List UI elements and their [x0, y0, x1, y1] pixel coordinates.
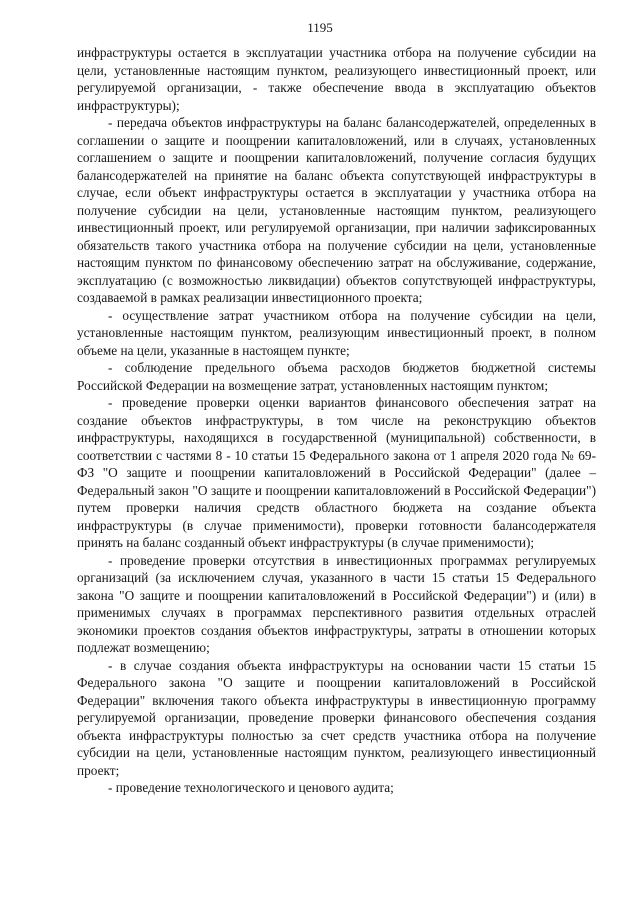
paragraph: - проведение проверки отсутствия в инвестиционных программах регулируемых организаций (за исключением случая, указанного в части 15 статьи 15 Федерального закона "О защите и поощрении капиталовложений в Российской Федерации") и (или) в применимых случаях в программах перспективного развития отдельных отраслей экономики проектов создания объектов инфраструктуры, затраты в отношении которых подлежат возмещению; [77, 552, 596, 655]
page-number: 1195 [307, 20, 333, 35]
paragraph: - осуществление затрат участником отбора на получение субсидии на цели, установленные настоящим пунктом, реализующим инвестиционный проект, в полном объеме на цели, указанные в настоящем пункте; [77, 307, 596, 358]
paragraph: - проведение проверки оценки вариантов финансового обеспечения затрат на создание объектов инфраструктуры, в том числе на реконструкцию объектов инфраструктуры, находящихся в государственной (муниципальной) собственности, в соответствии с частями 8 - 10 статьи 15 Федерального закона от 1 апреля 2020 года № 69-ФЗ "О защите и поощрении капиталовложений в Российской Федерации" (далее – Федеральный закон "О защите и поощрении капиталовложений в Российской Федерации") путем проверки наличия средств областного бюджета на создание объекта инфраструктуры (в случае применимости), проверки готовности балансодержателя принять на баланс созданный объект инфраструктуры (в случае применимости); [77, 395, 596, 550]
paragraph: - проведение технологического и ценового аудита; [108, 780, 394, 795]
document-body [77, 44, 596, 797]
paragraph: - передача объектов инфраструктуры на баланс балансодержателей, определенных в соглашении о защите и поощрении капиталовложений, или в случаях, установленных соглашением о защите и поощрении капиталовложений, получение согласия будущих балансодержателей на принятие на баланс объекта сопутствующей инфраструктуры в случае, если объект инфраструктуры остается в эксплуатации у участника отбора на получение субсидии на цели, установленные настоящим пунктом, реализующего инвестиционный проект, или регулируемой организации, при наличии зафиксированных обязательств такого участника отбора на получение субсидии на цели, установленные настоящим пунктом по финансовому обеспечению затрат на обслуживание, содержание, эксплуатацию (с возможностью ликвидации) объектов сопутствующей инфраструктуры, создаваемой в рамках реализации инвестиционного проекта; [77, 115, 596, 305]
paragraph: инфраструктуры остается в эксплуатации участника отбора на получение субсидии на цели, установленные настоящим пунктом, реализующего инвестиционный проект, или регулируемой организации, - также обеспечение ввода в эксплуатацию объектов инфраструктуры); [77, 45, 596, 113]
paragraph: - соблюдение предельного объема расходов бюджетов бюджетной системы Российской Федерации на возмещение затрат, установленных настоящим пунктом; [77, 360, 596, 393]
paragraph: - в случае создания объекта инфраструктуры на основании части 15 статьи 15 Федерального закона "О защите и поощрении капиталовложений в Российской Федерации" включения такого объекта инфраструктуры в инвестиционную программу регулируемой организации, проведение проверки финансового обеспечения создания объекта инфраструктуры полностью за счет средств участника отбора на получение субсидии на цели, установленные настоящим пунктом, реализующего инвестиционный проект; [77, 657, 596, 778]
